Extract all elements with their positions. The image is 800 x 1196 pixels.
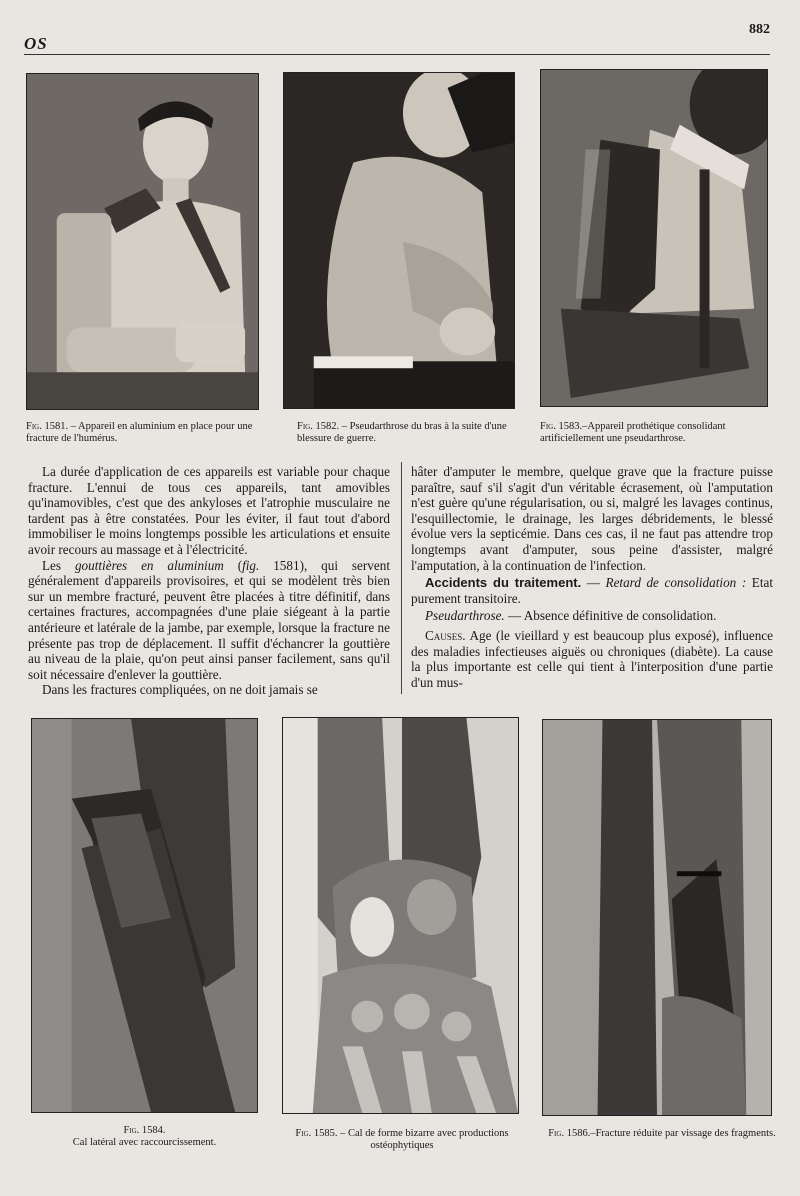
- figure-1581-caption: [26, 421, 266, 445]
- column-divider: [401, 462, 402, 694]
- paragraph: [411, 575, 773, 606]
- text-run: Age (le vieillard y est beaucoup plus exposé), influence des maladies infectieuses aiguës ou chroniques (diabète). La cause la plus importante est celle qui tient à l'interposition d'une partie d'un mus-: [411, 627, 773, 690]
- figure-1584-xray: [31, 718, 258, 1113]
- figure-1582-photo: [283, 72, 515, 409]
- paragraph: hâter d'amputer le membre, quelque grave que la fracture puisse paraître, sauf s'il s'agit d'un véritable écrasement, où l'amputation n'est guère qu'une régularisation, ou si, malgré les lavages continus, l'esquillectomie, le drainage, les larges débridements, le blessé évolue vers la septicémie. Dans ces cas, il ne faut pas attendre trop longtemps avant d'amputer, sous peine d'assister, malgré l'amputation, à la continuation de l'infection.: [411, 464, 773, 573]
- section-heading: Accidents du traitement.: [425, 575, 582, 591]
- paragraph: La durée d'application de ces appareils est variable pour chaque fracture. L'ennui de tous ces appareils, tant amovibles qu'inamovibles, c'est que des ankyloses et l'atrophie musculaire ne tardent pas à être constatées. Pour les éviter, il faut tout d'abord immobiliser le moins longtemps possible les articulations et ensuite avoir recours au massage et à l'électricité.: [28, 464, 390, 557]
- figure-1585-xray: [282, 717, 519, 1114]
- figure-caption-text: – Appareil en aluminium en place pour une fracture de l'humérus.: [26, 421, 253, 444]
- figure-number: Fig. 1584.: [123, 1125, 166, 1136]
- italic-term: Retard de consolidation :: [605, 575, 747, 591]
- paragraph: [411, 608, 773, 624]
- italic-term: Pseudarthrose.: [425, 608, 505, 624]
- figure-caption-text: – Pseudarthrose du bras à la suite d'une blessure de guerre.: [297, 421, 507, 444]
- text-column-right: [411, 464, 773, 690]
- figure-1583-caption: [540, 421, 774, 445]
- paragraph: [28, 558, 390, 683]
- figure-number: Fig. 1582.: [297, 421, 340, 432]
- figure-1584-caption: [31, 1125, 258, 1149]
- figure-1581-photo: [26, 73, 259, 410]
- figure-caption-text: –Appareil prothétique consolidant artificiellement une pseudarthrose.: [540, 421, 726, 444]
- text-column-left: [28, 464, 390, 698]
- paragraph: [411, 628, 773, 690]
- causes-label: Causes.: [425, 627, 466, 643]
- figure-1586-xray: [542, 719, 772, 1116]
- header-rule: [24, 54, 770, 55]
- text-run: —: [581, 575, 606, 591]
- figure-1585-caption: [282, 1128, 522, 1152]
- text-run: Les: [42, 557, 75, 573]
- figure-number: Fig. 1585.: [295, 1128, 338, 1139]
- italic-term: gouttières en aluminium: [74, 557, 224, 573]
- figure-number: Fig. 1581.: [26, 421, 69, 432]
- figure-number: Fig. 1586.: [548, 1128, 591, 1139]
- figure-reference: fig.: [242, 557, 260, 573]
- figure-caption-text: –Fracture réduite par vissage des fragments.: [590, 1128, 776, 1139]
- text-run: Etat purement transitoire.: [411, 575, 774, 606]
- text-run: (: [223, 557, 243, 573]
- figure-number: Fig. 1583.: [540, 421, 583, 432]
- figure-1586-caption: [542, 1128, 782, 1140]
- page-number: 882: [749, 22, 770, 37]
- figure-caption-text: Cal latéral avec raccourcissement.: [72, 1137, 217, 1148]
- figure-1582-caption: [297, 421, 512, 445]
- section-title: OS: [24, 34, 48, 53]
- text-run: — Absence définitive de consolidation.: [504, 608, 717, 624]
- figure-1583-photo: [540, 69, 768, 407]
- figure-caption-text: – Cal de forme bizarre avec productions ostéophytiques: [337, 1128, 509, 1151]
- paragraph: Dans les fractures compliquées, on ne doit jamais se: [42, 682, 318, 698]
- text-run: 1581), qui servent généralement d'appareils provisoires, et qui se modèlent très bien sur un membre fracturé, peuvent être placées à titre définitif, dans certaines fractures, accompagnées d'une plaie siégeant à la partie antérieure et latérale de la jambe, par exemple, lorsque la fracture ne présente pas trop de déplacement. Il suffit d'échancrer la gouttière au niveau de la plaie, qu'on peut ainsi panser facilement, sans qu'il soit nécessaire d'enlever la gouttière.: [28, 557, 390, 682]
